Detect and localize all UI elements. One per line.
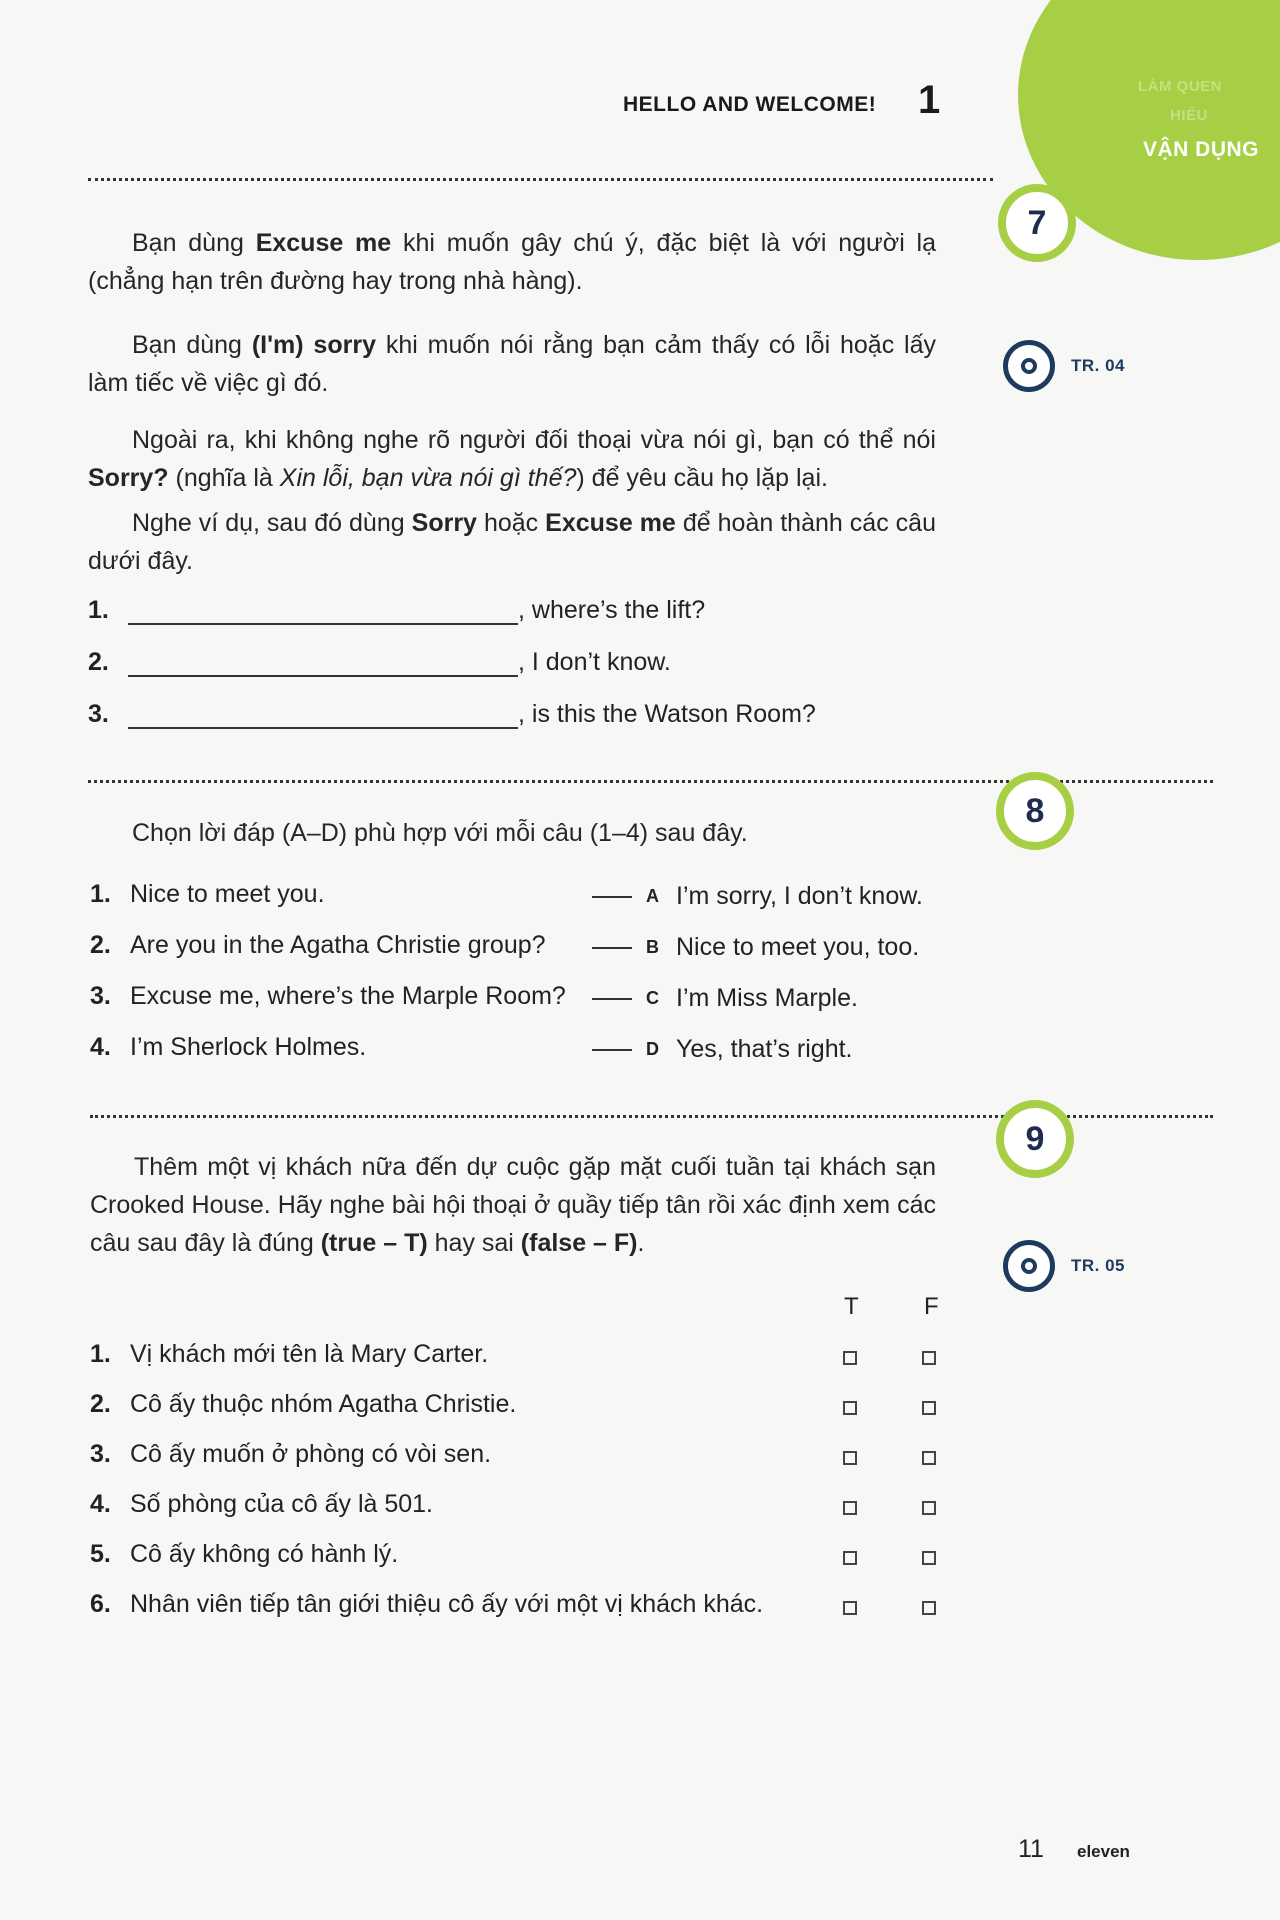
tab-hieu[interactable]: HIỂU xyxy=(1170,107,1208,124)
answer-blank[interactable] xyxy=(128,675,518,677)
checkbox-true-6[interactable] xyxy=(843,1601,857,1615)
ex7-item-1: 1. , where’s the lift? xyxy=(88,596,706,624)
ex7-paragraph-4: Nghe ví dụ, sau đó dùng Sorry hoặc Excuse me để hoàn thành các câu dưới đây. xyxy=(88,509,936,575)
answer-blank[interactable] xyxy=(128,623,518,625)
checkbox-false-4[interactable] xyxy=(922,1501,936,1515)
ex8-left-2: 2. Are you in the Agatha Christie group? xyxy=(90,931,546,959)
ex9-item-3: 3. Cô ấy muốn ở phòng có vòi sen. xyxy=(90,1440,492,1468)
checkbox-false-1[interactable] xyxy=(922,1351,936,1365)
tab-van-dung[interactable]: VẬN DỤNG xyxy=(1143,138,1260,161)
ex9-item-1: 1. Vị khách mới tên là Mary Carter. xyxy=(90,1340,489,1368)
ex8-right-B: B Nice to meet you, too. xyxy=(592,933,919,962)
checkbox-true-3[interactable] xyxy=(843,1451,857,1465)
exercise-badge-7: 7 xyxy=(998,184,1076,262)
ex8-right-D: D Yes, that’s right. xyxy=(592,1035,853,1064)
column-false: F xyxy=(924,1293,939,1320)
track-label: TR. 04 xyxy=(1071,356,1126,375)
checkbox-true-2[interactable] xyxy=(843,1401,857,1415)
audio-disc-icon[interactable] xyxy=(1003,1240,1055,1292)
ex7-paragraph-3: Ngoài ra, khi không nghe rõ người đối thoại vừa nói gì, bạn có thể nói Sorry? (nghĩa là Xin lỗi, bạn vừa nói gì thế?) để yêu cầu họ lặp lại. xyxy=(88,426,936,492)
checkbox-false-6[interactable] xyxy=(922,1601,936,1615)
ex9-item-6: 6. Nhân viên tiếp tân giới thiệu cô ấy với một vị khách khác. xyxy=(90,1590,764,1618)
page-title: HELLO AND WELCOME! xyxy=(623,93,877,116)
track-label: TR. 05 xyxy=(1071,1256,1126,1275)
column-true: T xyxy=(844,1293,859,1320)
ex8-right-C: C I’m Miss Marple. xyxy=(592,984,858,1013)
exercise-badge-8: 8 xyxy=(996,772,1074,850)
ex8-right-A: A I’m sorry, I don’t know. xyxy=(592,882,923,911)
answer-blank[interactable] xyxy=(592,896,632,898)
ex8-left-1: 1. Nice to meet you. xyxy=(90,880,325,908)
ex9-intro: Thêm một vị khách nữa đến dự cuộc gặp mặt cuối tuần tại khách sạn Crooked House. Hãy nghe bài hội thoại ở quầy tiếp tân rồi xác định xem các câu sau đây là đúng (true – T) hay sai (false – F). xyxy=(90,1153,936,1257)
divider xyxy=(88,178,993,181)
ex7-item-2: 2. , I don’t know. xyxy=(88,648,671,676)
ex9-item-4: 4. Số phòng của cô ấy là 501. xyxy=(90,1490,434,1518)
answer-blank[interactable] xyxy=(592,947,632,949)
audio-track-05[interactable] xyxy=(1003,1240,1125,1292)
audio-track-04[interactable] xyxy=(1003,340,1125,392)
exercise-badge-9: 9 xyxy=(996,1100,1074,1178)
unit-number: 1 xyxy=(918,78,941,122)
checkbox-true-5[interactable] xyxy=(843,1551,857,1565)
ex7-item-3: 3. , is this the Watson Room? xyxy=(88,700,816,728)
checkbox-true-1[interactable] xyxy=(843,1351,857,1365)
ex8-left-4: 4. I’m Sherlock Holmes. xyxy=(90,1033,367,1061)
audio-disc-icon[interactable] xyxy=(1003,340,1055,392)
page-number-word: eleven xyxy=(1077,1842,1130,1861)
checkbox-true-4[interactable] xyxy=(843,1501,857,1515)
page-number: 11 xyxy=(1018,1835,1044,1863)
ex9-item-2: 2. Cô ấy thuộc nhóm Agatha Christie. xyxy=(90,1390,517,1418)
answer-blank[interactable] xyxy=(592,1049,632,1051)
ex7-paragraph-1: Bạn dùng Excuse me khi muốn gây chú ý, đặc biệt là với người lạ (chẳng hạn trên đường hay trong nhà hàng). xyxy=(88,229,937,295)
checkbox-false-5[interactable] xyxy=(922,1551,936,1565)
checkbox-false-2[interactable] xyxy=(922,1401,936,1415)
answer-blank[interactable] xyxy=(592,998,632,1000)
ex8-left-3: 3. Excuse me, where’s the Marple Room? xyxy=(90,982,566,1010)
checkbox-false-3[interactable] xyxy=(922,1451,936,1465)
tab-lam-quen[interactable]: LÀM QUEN xyxy=(1138,78,1222,95)
answer-blank[interactable] xyxy=(128,727,518,729)
ex8-instruction: Chọn lời đáp (A–D) phù hợp với mỗi câu (1–4) sau đây. xyxy=(132,819,748,847)
ex9-item-5: 5. Cô ấy không có hành lý. xyxy=(90,1540,399,1568)
ex7-paragraph-2: Bạn dùng (I'm) sorry khi muốn nói rằng bạn cảm thấy có lỗi hoặc lấy làm tiếc về việc gì đó. xyxy=(88,331,937,397)
